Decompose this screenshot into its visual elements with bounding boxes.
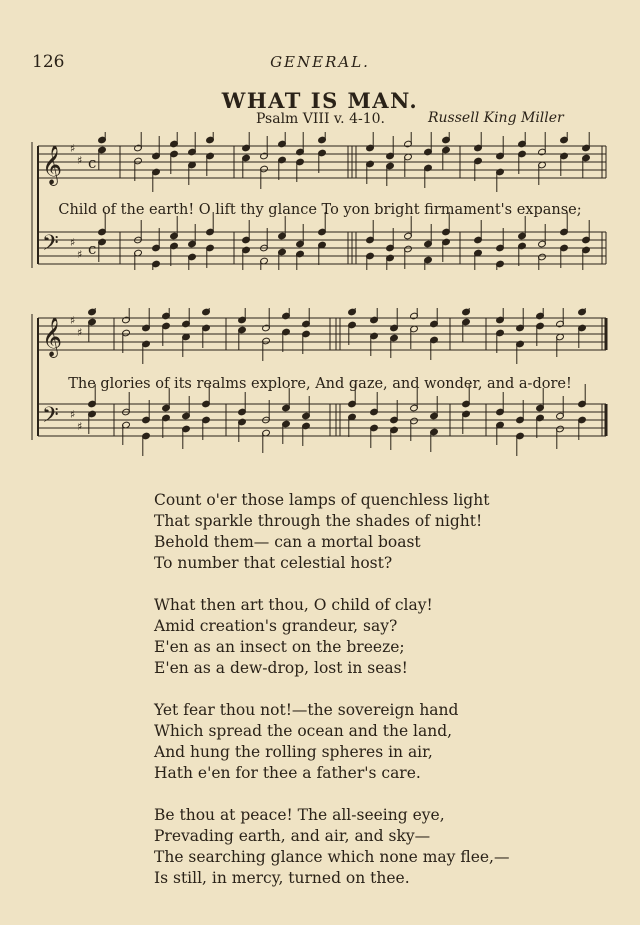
score-graphic-system-1 — [30, 132, 610, 270]
svg-text:♯: ♯ — [70, 408, 76, 421]
hymn-verses — [154, 490, 509, 910]
svg-text:♯: ♯ — [77, 326, 83, 339]
music-system-1 — [30, 132, 610, 270]
running-head: GENERAL. — [270, 53, 370, 71]
svg-text:♯: ♯ — [77, 154, 83, 167]
verse-line: Hath e'en for thee a father's care. — [154, 764, 421, 782]
verse-line: To number that celestial host? — [154, 554, 393, 572]
verse-line: Is still, in mercy, turned on thee. — [154, 869, 410, 887]
verse-line: E'en as a dew-drop, lost in seas! — [154, 659, 408, 677]
lyric-line-1: Child of the earth! O lift thy glance To yon bright firmament's expanse; — [58, 202, 582, 218]
svg-text:♯: ♯ — [77, 420, 83, 433]
svg-text:𝄞: 𝄞 — [42, 317, 63, 357]
svg-text:♯: ♯ — [70, 142, 76, 155]
page-number: 126 — [32, 52, 65, 72]
verse-line: That sparkle through the shades of night! — [154, 512, 483, 530]
svg-text:𝄢: 𝄢 — [42, 403, 59, 433]
verse-line: Be thou at peace! The all-seeing eye, — [154, 806, 445, 824]
svg-text:c: c — [88, 154, 97, 172]
verse-line: Yet fear thou not!—the sovereign hand — [154, 701, 459, 719]
svg-text:♯: ♯ — [70, 314, 76, 327]
hymn-title: WHAT IS MAN. — [221, 88, 419, 113]
verse-line: Behold them— can a mortal boast — [154, 533, 421, 551]
svg-text:♯: ♯ — [77, 248, 83, 261]
stanza — [154, 805, 509, 889]
stanza — [154, 700, 509, 784]
verse-line: And hung the rolling spheres in air, — [154, 743, 433, 761]
composer-credit: Russell King Miller — [428, 110, 564, 126]
verse-line: E'en as an insect on the breeze; — [154, 638, 405, 656]
svg-text:♯: ♯ — [70, 236, 76, 249]
stanza — [154, 490, 509, 574]
svg-text:𝄞: 𝄞 — [42, 145, 63, 185]
verse-line: Amid creation's grandeur, say? — [154, 617, 398, 635]
verse-line: Which spread the ocean and the land, — [154, 722, 453, 740]
svg-text:𝄢: 𝄢 — [42, 231, 59, 261]
verse-line: Count o'er those lamps of quenchless light — [154, 491, 490, 509]
verse-line: The searching glance which none may flee,— — [154, 848, 510, 866]
scripture-reference: Psalm VIII v. 4-10. — [256, 111, 385, 127]
verse-line: Prevading earth, and air, and sky— — [154, 827, 431, 845]
lyric-line-2: The glories of its realms explore, And gaze, and wonder, and a-dore! — [68, 376, 572, 392]
verse-line: What then art thou, O child of clay! — [154, 596, 433, 614]
svg-text:c: c — [88, 240, 97, 258]
stanza — [154, 595, 509, 679]
